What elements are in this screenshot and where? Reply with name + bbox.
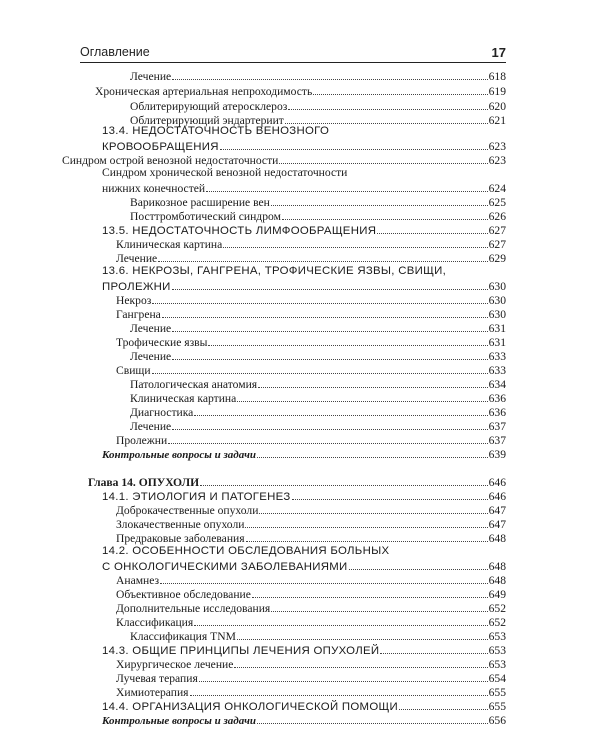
toc-entry[interactable]: Хирургическое лечение 653 [116,658,506,671]
toc-entry[interactable]: Гангрена 630 [116,308,506,321]
toc-questions-entry[interactable]: Контрольные вопросы и задачи 656 [102,714,506,727]
toc-entry[interactable]: Лучевая терапия 654 [116,672,506,685]
page-number: 17 [491,45,506,60]
toc-section-entry[interactable]: С ОНКОЛОГИЧЕСКИМИ ЗАБОЛЕВАНИЯМИ 648 [102,560,506,573]
toc-entry[interactable]: Злокачественные опухоли 647 [116,518,506,531]
toc-entry[interactable]: Диагностика 636 [130,406,506,419]
toc-section-entry[interactable]: 13.5. НЕДОСТАТОЧНОСТЬ ЛИМФООБРАЩЕНИЯ 627 [102,224,506,237]
toc-entry[interactable]: Анамнез 648 [116,574,506,587]
toc-entry[interactable]: нижних конечностей 624 [102,182,506,195]
toc-entry[interactable]: Лечение 637 [130,420,506,433]
toc-questions-entry[interactable]: Контрольные вопросы и задачи 639 [102,448,506,461]
toc-entry[interactable]: Лечение 629 [116,252,506,265]
toc-entry[interactable]: Клиническая картина 627 [116,238,506,251]
toc-section-entry[interactable]: 14.3. ОБЩИЕ ПРИНЦИПЫ ЛЕЧЕНИЯ ОПУХОЛЕЙ 653 [102,644,506,657]
toc-entry[interactable]: Клиническая картина 636 [130,392,506,405]
toc-entry[interactable]: Облитерирующий атеросклероз 620 [130,100,506,113]
toc-entry[interactable]: Дополнительные исследования 652 [116,602,506,615]
toc-entry[interactable]: Свищи 633 [116,364,506,377]
toc-entry[interactable]: Хроническая артериальная непроходимость 619 [95,85,506,98]
toc-entry[interactable]: Предраковые заболевания 648 [116,532,506,545]
toc-entry[interactable]: Трофические язвы 631 [116,336,506,349]
toc-entry[interactable]: Лечение 633 [130,350,506,363]
toc-section-entry[interactable]: ПРОЛЕЖНИ 630 [102,280,506,293]
toc-entry[interactable]: Патологическая анатомия 634 [130,378,506,391]
toc-entry[interactable]: Химиотерапия 655 [116,686,506,699]
toc-section-entry[interactable]: КРОВООБРАЩЕНИЯ 623 [102,140,506,153]
toc-section-entry[interactable]: 14.4. ОРГАНИЗАЦИЯ ОНКОЛОГИЧЕСКОЙ ПОМОЩИ 655 [102,700,506,713]
toc-entry[interactable]: Синдром острой венозной недостаточности 623 [62,154,506,167]
toc-entry[interactable]: Облитерирующий эндартериит 621 [130,114,506,127]
toc-entry[interactable]: Лечение 618 [130,70,506,83]
toc-entry[interactable]: Лечение 631 [130,322,506,335]
toc-entry[interactable]: Пролежни 637 [116,434,506,447]
toc-entry-line: Синдром хронической венозной недостаточности [102,166,348,179]
running-title: Оглавление [80,45,150,59]
toc-entry[interactable]: Объективное обследование 649 [116,588,506,601]
toc-entry[interactable]: Варикозное расширение вен 625 [130,196,506,209]
toc-entry[interactable]: Посттромботический синдром 626 [130,210,506,223]
toc-chapter-entry[interactable]: Глава 14. ОПУХОЛИ 646 [88,476,506,489]
toc-entry[interactable]: Классификация TNM 653 [130,630,506,643]
toc-entry[interactable]: Доброкачественные опухоли 647 [116,504,506,517]
toc-section-entry[interactable]: 14.1. ЭТИОЛОГИЯ И ПАТОГЕНЕЗ 646 [102,490,506,503]
toc-entry-line: 14.2. ОСОБЕННОСТИ ОБСЛЕДОВАНИЯ БОЛЬНЫХ [102,545,390,557]
toc-entry-line: 13.4. НЕДОСТАТОЧНОСТЬ ВЕНОЗНОГО [102,125,330,137]
toc-entry[interactable]: Классификация 652 [116,616,506,629]
toc-entry[interactable]: Некроз 630 [116,294,506,307]
toc-entry-line: 13.6. НЕКРОЗЫ, ГАНГРЕНА, ТРОФИЧЕСКИЕ ЯЗВЫ, СВИЩИ, [102,265,447,277]
page-header [80,40,506,63]
